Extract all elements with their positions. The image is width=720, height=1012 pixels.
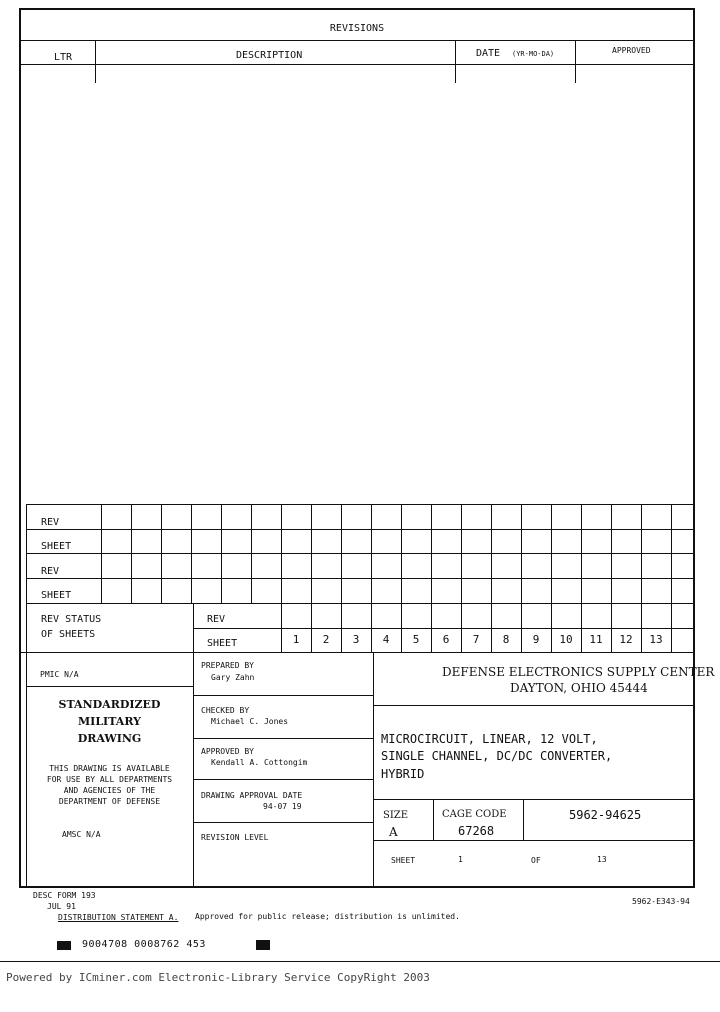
sheet-number: 9: [532, 633, 540, 646]
sheet-number: 5: [412, 633, 420, 646]
rev-status-rev-label: REV: [207, 614, 226, 625]
sheet-number: 7: [472, 633, 480, 646]
barcode-mark-left: [57, 941, 71, 950]
sig-rule: [193, 738, 373, 739]
rev-grid-rule: [26, 553, 695, 554]
sheet-number: 11: [589, 633, 603, 646]
rev-grid-column-line: [221, 504, 222, 603]
pmic-label: PMIC N/A: [40, 670, 79, 679]
revision-level-label: REVISION LEVEL: [201, 833, 269, 842]
sig-rule: [193, 822, 373, 823]
pmic-rule: [26, 686, 193, 687]
rev-grid-column-line: [341, 504, 342, 652]
checked-by-name: Michael C. Jones: [211, 717, 289, 726]
sheet-number: 10: [559, 633, 573, 646]
rev-grid-rule: [26, 578, 695, 579]
rev-grid-column-line: [581, 504, 582, 652]
approved-by-name: Kendall A. Cottongim: [211, 758, 308, 767]
rev-grid-column-line: [611, 504, 612, 652]
revisions-title: REVISIONS: [329, 23, 385, 34]
cage-divider: [523, 799, 524, 840]
rev-status-label: REV STATUS: [41, 614, 102, 625]
revisions-divider-1: [95, 40, 96, 83]
sig-rule: [193, 695, 373, 696]
rev-grid-column-line: [431, 504, 432, 652]
rev-row-label: REV: [41, 517, 60, 528]
rev-grid-column-line: [401, 504, 402, 652]
sheet-number: 4: [382, 633, 390, 646]
rev-grid-column-line: [251, 504, 252, 603]
prepared-by-name: Gary Zahn: [211, 673, 255, 682]
revisions-title-rule: [19, 40, 695, 41]
sheet-value: 1: [458, 855, 463, 864]
rev-grid-column-line: [671, 504, 672, 652]
availability-line: AND AGENCIES OF THE: [63, 786, 156, 795]
sheet-number: 3: [352, 633, 360, 646]
sheet-row-label: SHEET: [41, 541, 72, 552]
form-date: JUL 91: [47, 902, 76, 911]
of-label: OF: [531, 856, 541, 865]
military-title: MILITARY: [78, 715, 141, 728]
revisions-col-description: DESCRIPTION: [236, 50, 303, 61]
revisions-col-ltr: LTR: [54, 52, 73, 63]
rev-grid-bottom: [19, 652, 695, 653]
revisions-divider-2: [455, 40, 456, 83]
availability-line: FOR USE BY ALL DEPARTMENTS: [46, 775, 173, 784]
agency-address: DAYTON, OHIO 45444: [510, 681, 648, 695]
drawing-description: MICROCIRCUIT, LINEAR, 12 VOLT,: [381, 732, 598, 746]
agency-name: DEFENSE ELECTRONICS SUPPLY CENTER: [442, 665, 715, 679]
sig-column-right: [373, 652, 374, 888]
distribution-statement-label: DISTRIBUTION STATEMENT A.: [58, 913, 179, 922]
rev-grid-rule: [26, 603, 695, 604]
rev-grid-column-line: [161, 504, 162, 603]
rev-grid-top: [26, 504, 695, 505]
revisions-col-date-format: (YR-MO-DA): [512, 50, 555, 58]
sig-rule: [193, 779, 373, 780]
sheet-number: 13: [649, 633, 663, 646]
drawing-number: 5962-94625: [569, 808, 642, 822]
sheet-number: 12: [619, 633, 633, 646]
prepared-by-label: PREPARED BY: [201, 661, 254, 670]
form-number: DESC FORM 193: [33, 891, 96, 900]
approval-date-label: DRAWING APPROVAL DATE: [201, 791, 303, 800]
size-divider: [433, 799, 434, 840]
approval-date-value: 94-07 19: [263, 802, 302, 811]
barcode-mark-right: [256, 940, 270, 950]
rev-grid-rule: [193, 628, 695, 629]
rev-grid-column-line: [491, 504, 492, 652]
rev-grid-column-line: [551, 504, 552, 652]
rev-grid-column-line: [281, 504, 282, 652]
sheet-label: SHEET: [391, 856, 416, 865]
drawing-description: HYBRID: [381, 767, 425, 781]
sheet-number: 1: [292, 633, 300, 646]
rev-grid-label-divider: [101, 504, 102, 603]
barcode-number: 9004708 0008762 453: [82, 939, 206, 950]
distribution-statement-text: Approved for public release; distribution is unlimited.: [195, 912, 460, 921]
rev-grid-column-line: [191, 504, 192, 603]
cage-code-label: CAGE CODE: [442, 809, 507, 820]
standardized-title: STANDARDIZED: [58, 698, 161, 711]
amsc-label: AMSC N/A: [62, 830, 101, 839]
rev-status-sheet-label: SHEET: [207, 638, 238, 649]
checked-by-label: CHECKED BY: [201, 706, 250, 715]
rev-grid-column-line: [371, 504, 372, 652]
revisions-col-approved: APPROVED: [612, 46, 651, 55]
availability-line: DEPARTMENT OF DEFENSE: [58, 797, 161, 806]
size-value: A: [389, 825, 398, 839]
title-block-rule: [373, 799, 695, 800]
approved-by-label: APPROVED BY: [201, 747, 254, 756]
sheet-number: 2: [322, 633, 330, 646]
rev-row-label: REV: [41, 566, 60, 577]
rev-grid-rule: [26, 529, 695, 530]
drawing-description: SINGLE CHANNEL, DC/DC CONVERTER,: [381, 749, 613, 763]
of-value: 13: [597, 855, 607, 864]
revisions-divider-3: [575, 40, 576, 83]
availability-line: THIS DRAWING IS AVAILABLE: [49, 764, 170, 773]
drawing-title: DRAWING: [77, 732, 142, 745]
rev-grid-column-line: [311, 504, 312, 652]
size-label: SIZE: [383, 810, 409, 821]
rev-status-divider: [193, 603, 194, 888]
rev-grid-left: [26, 504, 27, 654]
document-reference: 5962-E343-94: [632, 897, 690, 906]
powered-by-notice: Powered by ICminer.com Electronic-Library Service CopyRight 2003: [6, 971, 430, 984]
sheet-number: 6: [442, 633, 450, 646]
title-block-rule: [373, 840, 695, 841]
rev-grid-column-line: [131, 504, 132, 603]
footer-rule: [0, 961, 720, 962]
rev-grid-column-line: [461, 504, 462, 652]
revisions-col-date: DATE: [476, 48, 501, 59]
rev-grid-column-line: [641, 504, 642, 652]
rev-grid-column-line: [521, 504, 522, 652]
sheet-number: 8: [502, 633, 510, 646]
rev-status-label: OF SHEETS: [41, 629, 96, 640]
title-block-rule: [373, 705, 695, 706]
revisions-header-rule: [19, 64, 695, 65]
sheet-row-label: SHEET: [41, 590, 72, 601]
cage-code-value: 67268: [458, 824, 495, 838]
